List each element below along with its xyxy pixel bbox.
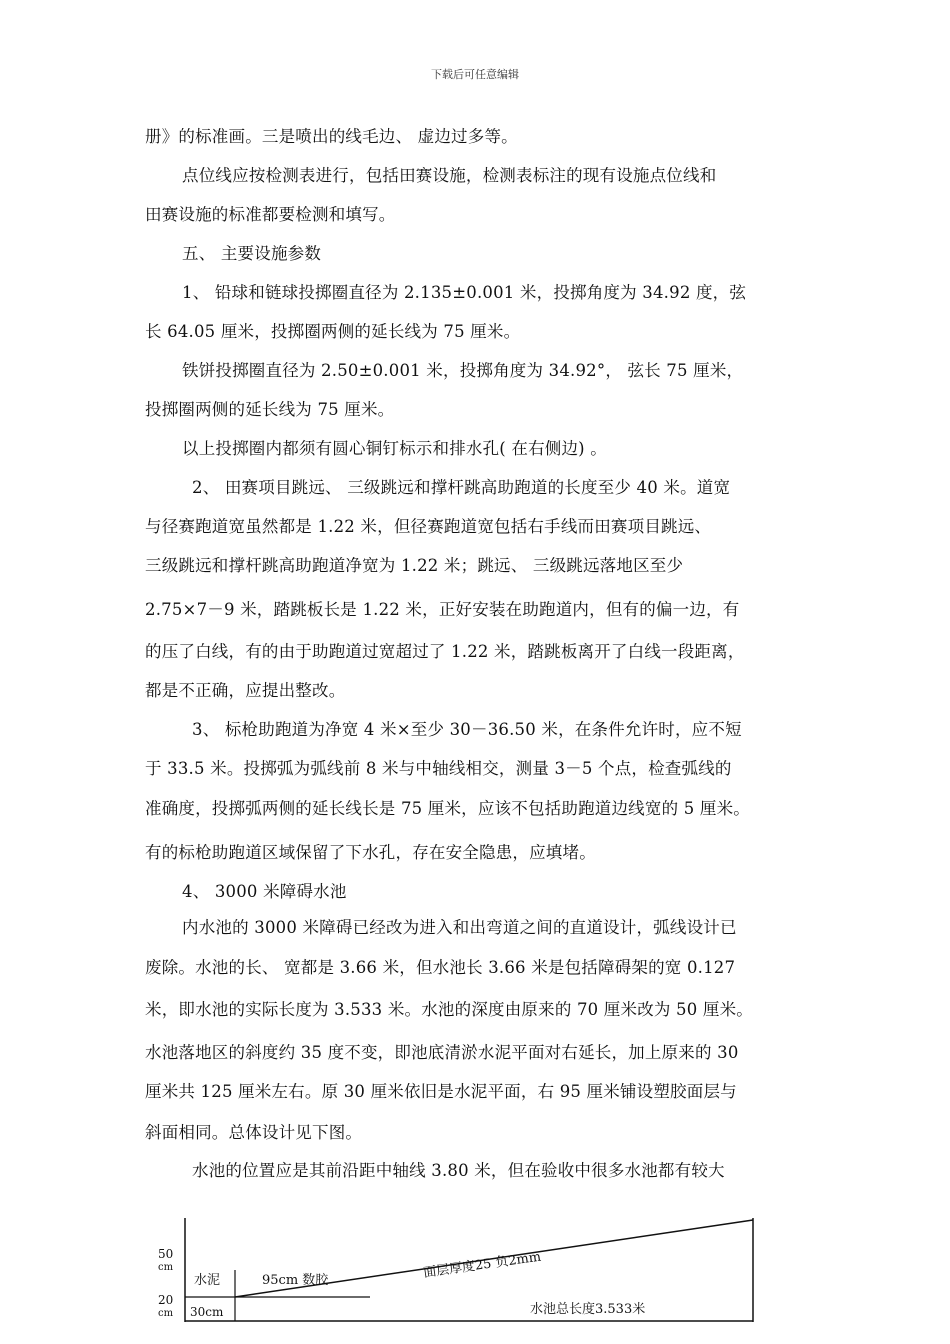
text-line: 有的标枪助跑道区域保留了下水孔，存在安全隐患，应填堵。: [145, 843, 596, 862]
surface-thickness-label: 面层厚度25 负2mm: [422, 1249, 543, 1281]
text-line: 2.75×7－9 米，踏跳板长是 1.22 米，正好安装在助跑道内，但有的偏一边，有: [145, 600, 740, 619]
text-line: 都是不正确，应提出整改。: [145, 681, 346, 700]
cement-30cm-label: 30cm: [190, 1305, 224, 1319]
text-line: 1、 铅球和链球投掷圈直径为 2.135±0.001 米，投掷角度为 34.92 度，弦: [182, 283, 747, 302]
cement-label: 水泥: [194, 1273, 221, 1288]
text-line: 三级跳远和撑杆跳高助跑道净宽为 1.22 米；跳远、 三级跳远落地区至少: [145, 556, 684, 575]
page-header: 下载后可任意编辑: [431, 68, 519, 81]
rubber-label: 95cm 数胶: [262, 1273, 329, 1288]
text-line: 3、 标枪助跑道为净宽 4 米×至少 30－36.50 米，在条件允许时，应不短: [192, 720, 742, 739]
text-line: 废除。水池的长、 宽都是 3.66 米，但水池长 3.66 米是包括障碍架的宽 0.127: [145, 958, 736, 977]
text-line: 米，即水池的实际长度为 3.533 米。水池的深度由原来的 70 厘米改为 50 厘米。: [145, 1000, 753, 1019]
total-length-label: 水池总长度3.533米: [530, 1302, 646, 1317]
text-line: 册》的标准画。三是喷出的线毛边、 虚边过多等。: [145, 127, 518, 146]
text-line: 田赛设施的标准都要检测和填写。: [145, 205, 396, 224]
text-line: 斜面相同。总体设计见下图。: [145, 1123, 363, 1142]
text-line: 点位线应按检测表进行，包括田赛设施，检测表标注的现有设施点位线和: [182, 166, 717, 185]
water-pit-diagram: [150, 1210, 770, 1330]
text-line: 以上投掷圈内都须有圆心铜钉标示和排水孔( 在右侧边) 。: [182, 439, 607, 458]
text-line: 水池的位置应是其前沿距中轴线 3.80 米，但在验收中很多水池都有较大: [192, 1161, 725, 1180]
text-line: 水池落地区的斜度约 35 度不变，即池底清淤水泥平面对右延长，加上原来的 30: [145, 1043, 739, 1062]
depth-50-unit: cm: [158, 1262, 174, 1273]
text-line: 投掷圈两侧的延长线为 75 厘米。: [145, 400, 395, 419]
text-line: 准确度，投掷弧两侧的延长线长是 75 厘米，应该不包括助跑道边线宽的 5 厘米。: [145, 799, 750, 818]
depth-20-unit: cm: [158, 1308, 174, 1319]
text-line: 长 64.05 厘米，投掷圈两侧的延长线为 75 厘米。: [145, 322, 521, 341]
text-line: 的压了白线，有的由于助跑道过宽超过了 1.22 米，踏跳板离开了白线一段距离，: [145, 642, 745, 661]
text-line: 厘米共 125 厘米左右。原 30 厘米依旧是水泥平面，右 95 厘米铺设塑胶面层与: [145, 1082, 737, 1101]
text-line: 铁饼投掷圈直径为 2.50±0.001 米，投掷角度为 34.92°， 弦长 75 厘米，: [182, 361, 744, 380]
section-heading: 4、 3000 米障碍水池: [182, 882, 347, 901]
text-line: 与径赛跑道宽虽然都是 1.22 米，但径赛跑道宽包括右手线而田赛项目跳远、: [145, 517, 712, 536]
text-line: 内水池的 3000 米障碍已经改为进入和出弯道之间的直道设计，弧线设计已: [182, 918, 737, 937]
depth-50-label: 50: [158, 1247, 174, 1261]
section-heading: 五、 主要设施参数: [182, 244, 322, 263]
text-line: 2、 田赛项目跳远、 三级跳远和撑杆跳高助跑道的长度至少 40 米。道宽: [192, 478, 731, 497]
depth-20-label: 20: [158, 1293, 174, 1307]
text-line: 于 33.5 米。投掷弧为弧线前 8 米与中轴线相交，测量 3－5 个点，检查弧线的: [145, 759, 732, 778]
